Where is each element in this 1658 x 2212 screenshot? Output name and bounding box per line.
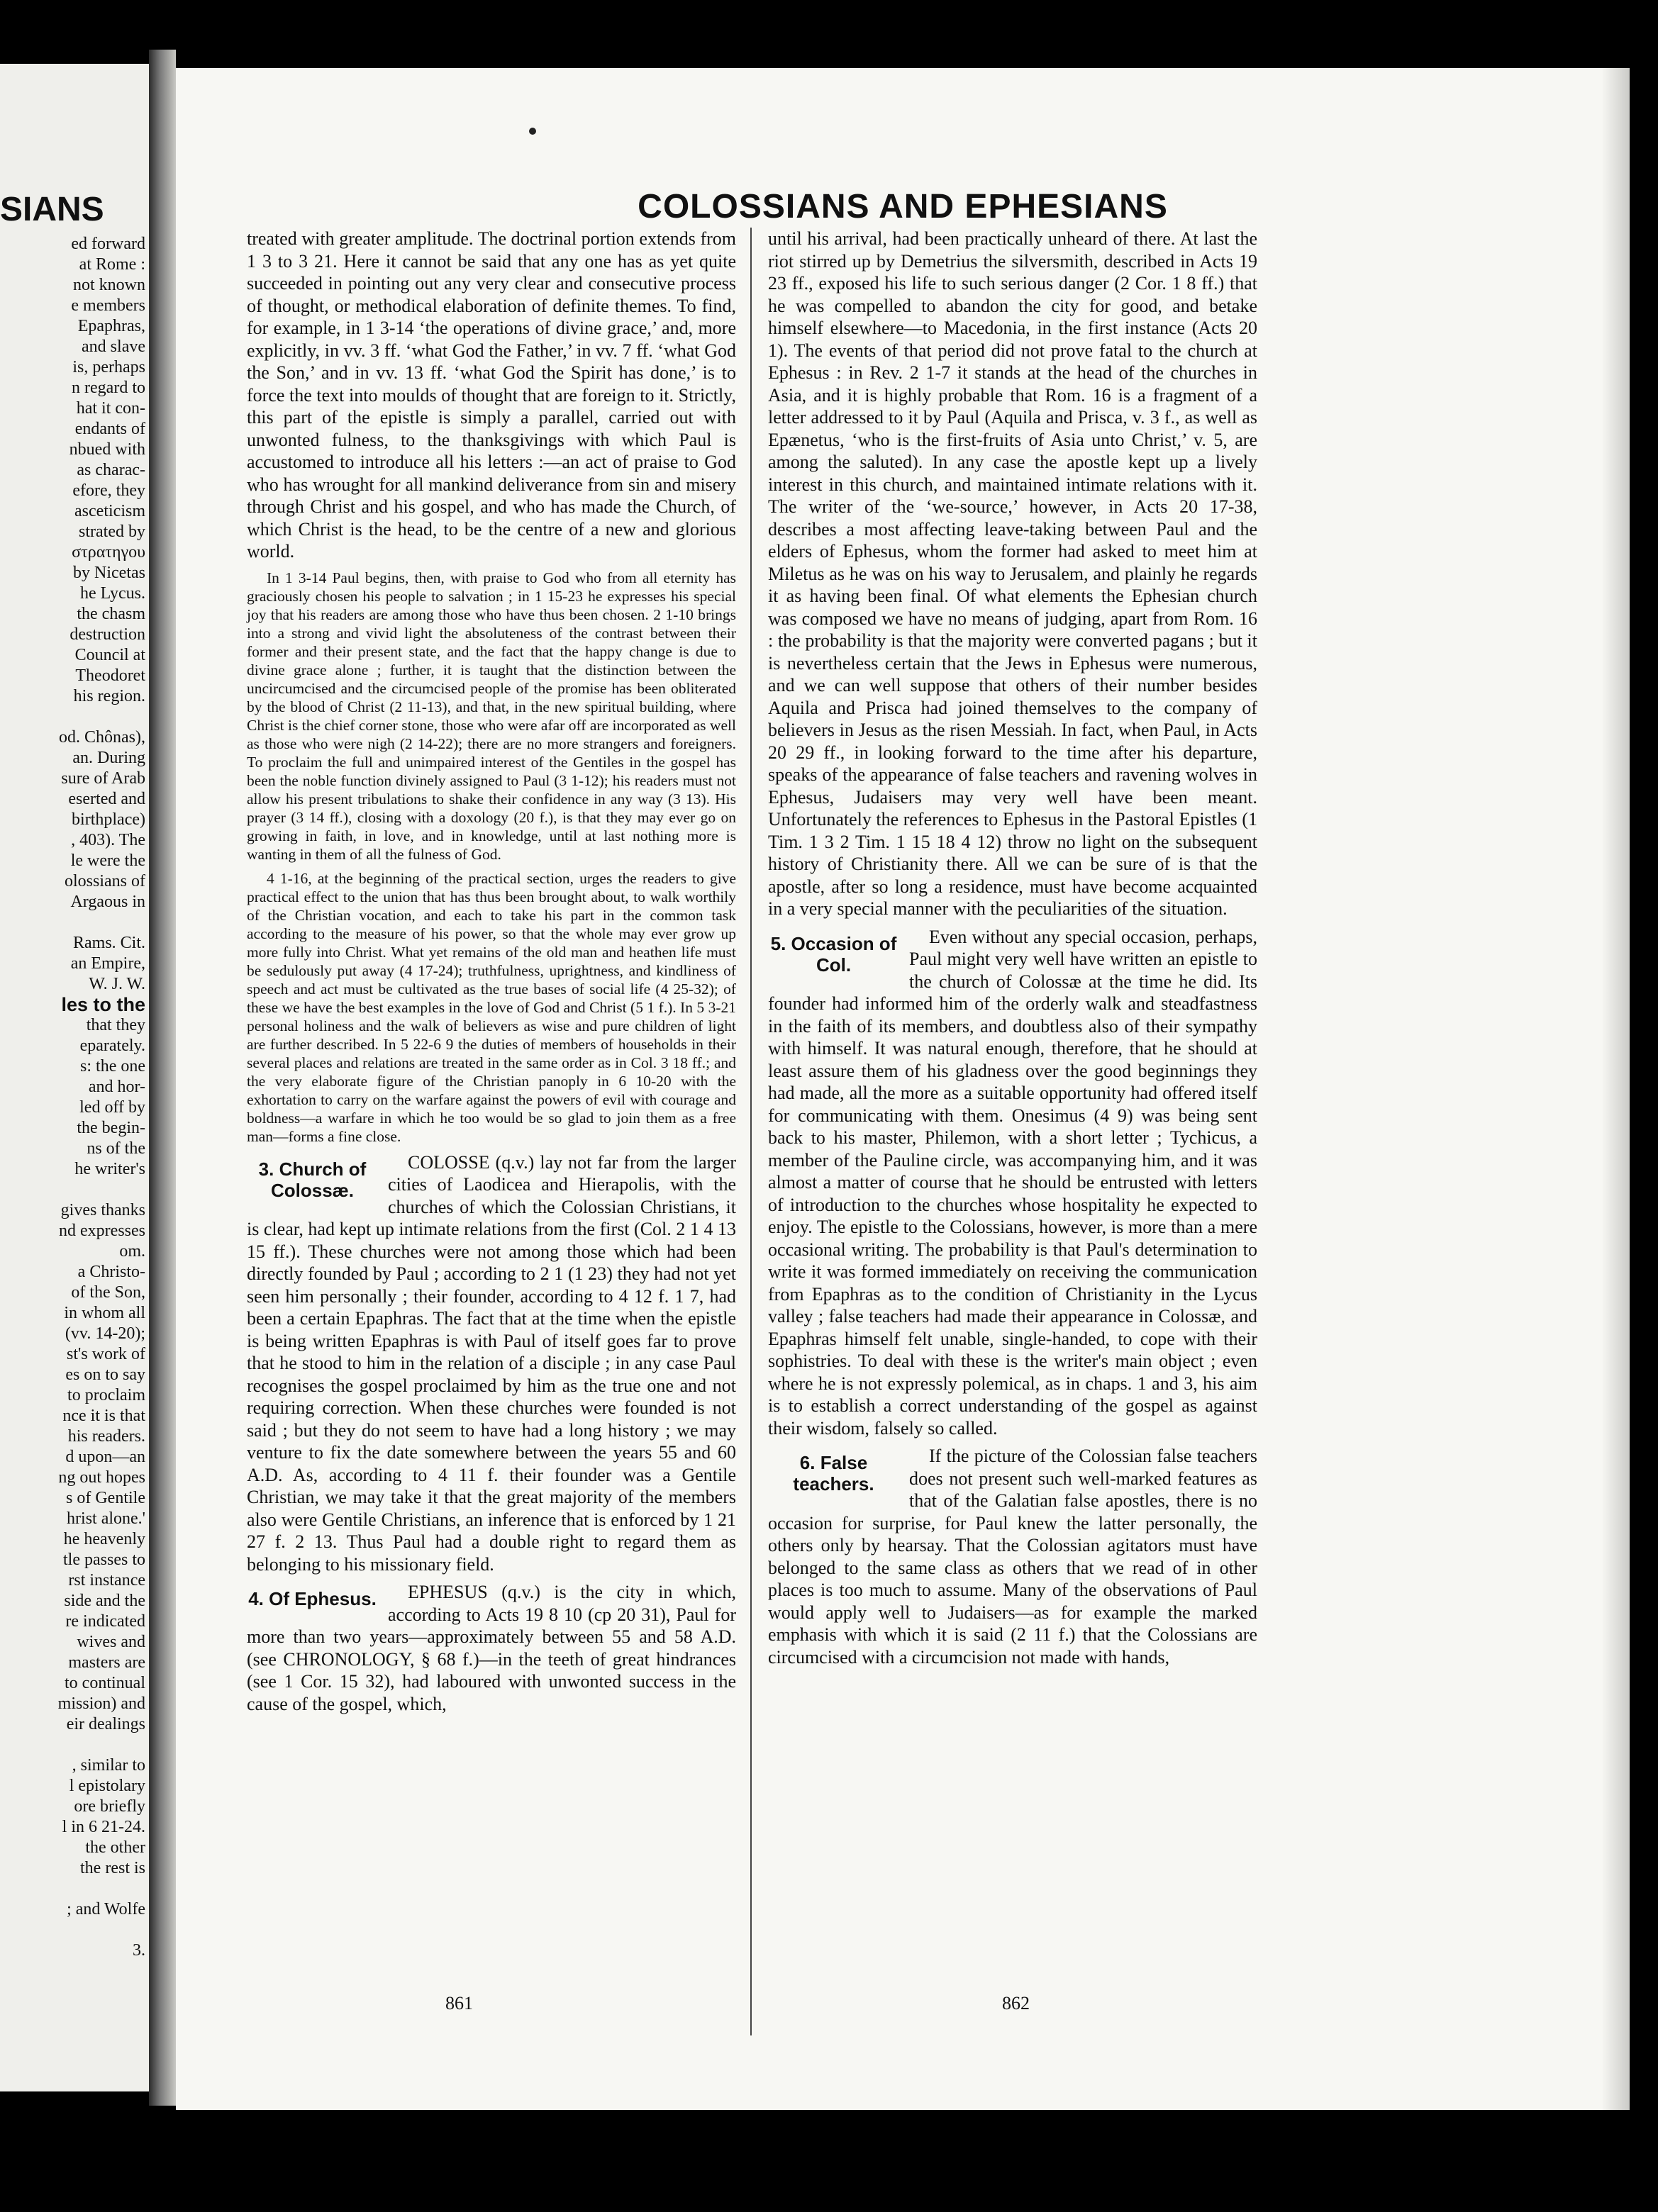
book-page [176,68,1630,2110]
facing-page-line: wives and [77,1633,145,1651]
section-heading: 4. Of Ephesus. [248,1588,377,1609]
facing-page-line: not known [73,276,145,294]
facing-page-line [0,1735,145,1755]
facing-page-line: at Rome : [79,255,145,274]
small-print-paragraph: 4 1-16, at the beginning of the practical section, urges the readers to give practical effect to the union that has thus been brought about, to walk worthily of the Christian vocation, and each to take his part in the common task according to the measure of his power, so that the whole may ever grow up more fully into Christ. What yet remains of the old man and heathen life must be sedulously put away (4 17-24); truthfulness, uprightness, and kindliness of speech and act must be cultivated as the true bases of social life (4 25-32); of these we have the best examples in the love of God and Christ (5 1 f.). In 5 3-21 personal holiness and the walk of believers as wise and pure children of light are further described. In 5 22-6 9 the duties of members of households in their several places and relations are treated in the same order as in Col. 3 18 ff.; and the very elaborate figure of the Christian panoply in 6 10-20 with the exhortation to carry on the warfare against the powers of evil with courage and boldness—a warfare in which he too would be so glad to join them as a free man—forms a fine close. [247,869,736,1145]
facing-page-line: birthplace) [72,810,145,829]
facing-page-line: nd expresses [59,1222,145,1240]
facing-page-line: l in 6 21-24. [62,1818,145,1836]
facing-page-line: that they [86,1016,145,1034]
facing-page-text [0,234,145,1961]
paragraph: until his arrival, had been practically unheard of there. At last the riot stirred up by Demetrius the silversmith, described in Acts 19 23 ff., exposed his life to such serious danger (2 Cor. 1 8 ff.) that he was compelled to abandon the city for good, and betake himself elsewhere—to Macedonia, in the first instance (Acts 20 1). The events of that period did not prove fatal to the church at Ephesus : in Rev. 2 1-7 it stands at the head of the churches in Asia, and it is highly probable that Rom. 16 is a fragment of a letter addressed to it by Paul (Aquila and Prisca, v. 3 f., as well as Epænetus, ‘who is the first-fruits of Asia unto Christ,’ v. 5, are among the saluted). In any case the apostle kept up a lively interest in this church, and maintained intimate relations with it. The writer of the ‘we-source,’ however, in Acts 20 17-38, describes a most affecting leave-taking between Paul and the elders of Ephesus, whom the former had asked to meet him at Miletus as he was on his way to Jerusalem, and plainly he regards it as having been final. Of what elements the Ephesian church was composed we have no means of judging, apart from Rom. 16 : the probability is that the majority were converted pagans ; but it is nevertheless certain that the Jews in Ephesus were numerous, and we can well suppose that others of their number besides Aquila and Prisca had joined themselves to the company of believers in Jesus as the risen Messiah. In fact, when Paul, in Acts 20 29 ff., in looking forward to the time after his departure, speaks of the appearance of false teachers and ravening wolves in Ephesus, Judaisers may very well have been meant. Unfortunately the references to Ephesus in the Pastoral Epistles (1 Tim. 1 3 2 Tim. 1 15 18 4 12) throw no light on the subsequent history of Christianity there. All we can be sure of is that the apostle, after so long a residence, must have become acquainted in a very special manner with the peculiarities of the situation. [768,228,1257,919]
facing-page-line: hrist alone.' [67,1509,145,1528]
facing-page-line: ; and Wolfe [67,1900,145,1918]
facing-page-line: a Christo- [77,1263,145,1281]
left-column [247,228,736,1721]
facing-page-line: led off by [79,1098,145,1117]
facing-page-line: the begin- [77,1119,145,1137]
paragraph: If the picture of the Colossian false teachers does not present such well-marked features as that of the Galatian false apostles, there is no occasion for surprise, for Paul knew the latter personally, the others only by hearsay. That the Colossian agitators must have belonged to the same class as others that we read of in other places is too much to assume. Many of the observations of Paul would apply well to Judaisers—as for example the marked emphasis with which it is said (2 11 f.) that the Colossians are circumcised with a circumcision not made with hands, [768,1446,1257,1668]
facing-page-line: s of Gentile [66,1489,145,1507]
facing-page-line: ed forward [71,235,145,253]
facing-page-line: W. J. W. [89,975,145,993]
facing-page-line: hat it con- [76,399,145,418]
facing-page-line: to proclaim [67,1386,145,1404]
facing-page-line: mission) and [57,1694,145,1713]
facing-page-line: Rams. Cit. [72,934,145,952]
facing-page-line: as charac- [77,461,145,479]
facing-page-line: d upon—an [65,1448,145,1466]
right-column [768,228,1257,1674]
facing-page-line: his region. [73,687,145,705]
facing-page-line: the chasm [77,605,145,623]
facing-page-fragment [0,64,149,2091]
facing-page-running-head: SIANS [0,191,104,228]
facing-page-line: nbued with [69,440,145,459]
facing-page-line: eir dealings [66,1715,145,1733]
facing-page-line: destruction [69,625,145,644]
facing-page-line: , similar to [72,1756,145,1775]
facing-page-line: e members [71,296,145,315]
facing-page-line: στρατηγου [72,543,145,562]
facing-page-line: l epistolary [69,1777,145,1795]
facing-page-line: od. Chônas), [59,728,145,747]
facing-page-line: le were the [70,851,145,870]
facing-page-line: n regard to [72,379,145,397]
ink-speck [529,128,536,135]
facing-page-line: re indicated [65,1612,145,1631]
paragraph: EPHESUS (q.v.) is the city in which, according to Acts 19 8 10 (cp 20 31), Paul for more than two years—approximately between 55 and 58 A.D. (see CHRONOLOGY, § 68 f.)—in the teeth of great hindrances (see 1 Cor. 15 32), had laboured with unwonted success in the cause of the gospel, which, [247,1582,736,1714]
facing-page-line: eserted and [68,790,145,808]
facing-page-line: by Nicetas [73,564,145,582]
page-number: 861 [445,1993,473,2013]
facing-page-line: side and the [64,1592,145,1610]
facing-page-line [0,912,145,933]
facing-page-line: s: the one [80,1057,145,1076]
facing-page-line: es on to say [65,1365,145,1384]
facing-page-line: his readers. [67,1427,145,1446]
paragraph: Even without any special occasion, perhaps, Paul might very well have written an epistle to the church of Colossæ at the time he did. Its founder had informed him of the orderly walk and steadfastness in the faith of its members, and doubtless also of their sympathy with himself. It was natural enough, therefore, that he should at least assure them of his gladness over the good beginnings they had made, all the more as a suitable opportunity had offered itself for communicating with them. Onesimus (4 9) was being sent back to his master, Philemon, with a short letter ; Tychicus, a member of the Pauline circle, was accompanying him, and it was almost a matter of course that he should be entrusted with letters of introduction to the churches whose hospitality he expected to enjoy. The epistle to the Colossians, however, is more than a mere occasional writing. The probability is that Paul's determination to write it was formed immediately on receiving the communication from Epaphras as to the condition of Christianity in the Lycus valley ; false teachers had made their appearance in Colossæ, and Epaphras himself felt unable, single-handed, to cope with their sophistries. To deal with these is the writer's main object ; even where he is not expressly polemical, as in chaps. 1 and 3, his aim is to establish a correct understanding of the gospel as against their wisdom, falsely so called. [768,926,1257,1439]
facing-page-line: an Empire, [70,954,145,973]
paragraph: treated with greater amplitude. The doctrinal portion extends from 1 3 to 3 21. Here it cannot be said that any one has as yet quite succeeded in pointing out any very clear and consecutive process of thought, or methodical elaboration of definite themes. To find, for example, in 1 3-14 ‘the operations of divine grace,’ and, more explicitly, in vv. 3 ff. ‘what God the Father,’ in vv. 7 ff. ‘what God the Son,’ and in vv. 13 ff. ‘what God the Spirit has done,’ is to force the text into moulds of thought that are foreign to it. Strictly, this part of the epistle is simply a parallel, carried out with unwonted fulness, to the thanksgivings with which Paul is accustomed to introduce all his letters :—an act of praise to God who has wrought for all mankind deliverance from sin and misery through Christ and his gospel, and who has made the Church, of which Christ is the head, to be the centre of a new and glorious world. [247,228,736,562]
facing-page-line [0,1180,145,1200]
facing-page-line [0,1920,145,1940]
book-gutter [149,50,176,2106]
facing-page-line: ns of the [87,1139,145,1158]
section-heading: 3. Church of Colossæ. [258,1158,367,1201]
facing-page-line: he writer's [74,1160,145,1178]
small-print-paragraph: In 1 3-14 Paul begins, then, with praise to God who from all eternity has graciously chosen his people to salvation ; in 1 15-23 he expresses his special joy that his readers are among those who have thus been chosen. 2 1-10 brings into a strong and vivid light the absoluteness of the contrast between their former and their present state, and the fact that the happy change is due to divine grace alone ; further, it is taught that the distinction between the uncircumcised and the circumcised people of the promise has been obliterated by the blood of Christ (2 11-13), and that, in the new spiritual building, where Christ is the chief corner stone, those who were afar off are incorporated as well as those who were nigh (2 14-22); there are no more strangers and foreigners. To proclaim the full and unimpaired interest of the Gentiles in the gospel has been the noble function divinely assigned to Paul (3 1-12); his readers must not allow his present tribulations to shake their confidence in any way (3 13). His prayer (3 14 ff.), closing with a doxology (20 f.), is that they may ever go on growing in faith, in love, and in knowledge, until at last nothing more is wanting in them of all the fulness of God. [247,569,736,863]
facing-page-line: strated by [79,523,145,541]
page-number: 862 [1002,1993,1030,2013]
facing-page-line: Argaous in [70,893,145,911]
paragraph: COLOSSE (q.v.) lay not far from the larger cities of Laodicea and Hierapolis, with the churches of which the Colossian Christians, it is clear, had kept up intimate relations from the first (Col. 2 1 4 13 15 ff.). These churches were not among those which had been directly founded by Paul ; according to 2 1 (1 23) they had not yet seen him personally ; their founder, according to 4 12 f. 1 7, had been a certain Epaphras. The fact that at the time when the epistle is being written Epaphras is with Paul of itself goes far to prove that he stood to him in the relation of a disciple ; in any case Paul recognises the gospel proclaimed by him as the true one and not requiring correction. When these churches were founded is not said ; but they do not seem to have had a long history ; we may venture to fix the date somewhere between the years 55 and 60 A.D. As, according to 4 11 f. their founder was a Gentile Christian, we may take it that the great majority of the members also were Gentile Christians, an inference that is enforced by 1 21 27 f. 2 13. Thus Paul had a double right to regard them as belonging to his missionary field. [247,1151,736,1575]
column-rule [750,228,752,2035]
facing-page-line: he Lycus. [80,584,145,603]
facing-page-line: eparately. [79,1037,145,1055]
facing-page-line: he heavenly [63,1530,145,1548]
facing-page-line: nce it is that [62,1407,145,1425]
facing-page-line: (vv. 14-20); [65,1324,145,1343]
facing-page-line: les to the [61,995,145,1015]
facing-page-line: om. [119,1242,145,1261]
facing-page-line: in whom all [64,1304,145,1322]
section-heading: 6. False teachers. [793,1452,874,1495]
facing-page-line: ng out hopes [58,1468,145,1487]
facing-page-line: Epaphras, [77,317,145,335]
facing-page-line: the rest is [80,1859,145,1877]
facing-page-line: masters are [68,1653,145,1672]
facing-page-line: of the Son, [71,1283,145,1302]
facing-page-line: gives thanks [60,1201,145,1219]
facing-page-line: , 403). The [71,831,145,849]
facing-page-line: st's work of [67,1345,145,1363]
facing-page-line: Council at [74,646,145,664]
facing-page-line: efore, they [72,481,145,500]
facing-page-line: tle passes to [63,1551,145,1569]
facing-page-line [0,1879,145,1899]
facing-page-line: the other [85,1838,145,1857]
facing-page-line [0,707,145,727]
facing-page-line: is, perhaps [72,358,145,376]
facing-page-line: and slave [82,337,145,356]
facing-page-line: sure of Arab [61,769,145,788]
facing-page-line: and hor- [88,1078,145,1096]
facing-page-line: 3. [133,1941,145,1960]
facing-page-line: an. During [72,749,145,767]
facing-page-line: asceticism [74,502,145,520]
facing-page-line: ore briefly [74,1797,145,1816]
facing-page-line: Theodoret [75,666,145,685]
facing-page-line: to continual [65,1674,145,1692]
running-head: COLOSSIANS AND EPHESIANS [638,188,1168,225]
facing-page-line: rst instance [68,1571,145,1590]
section-heading: 5. Occasion of Col. [770,932,897,976]
facing-page-line: olossians of [65,872,145,890]
facing-page-line: endants of [74,420,145,438]
page-edge-shadow [1601,68,1630,2110]
